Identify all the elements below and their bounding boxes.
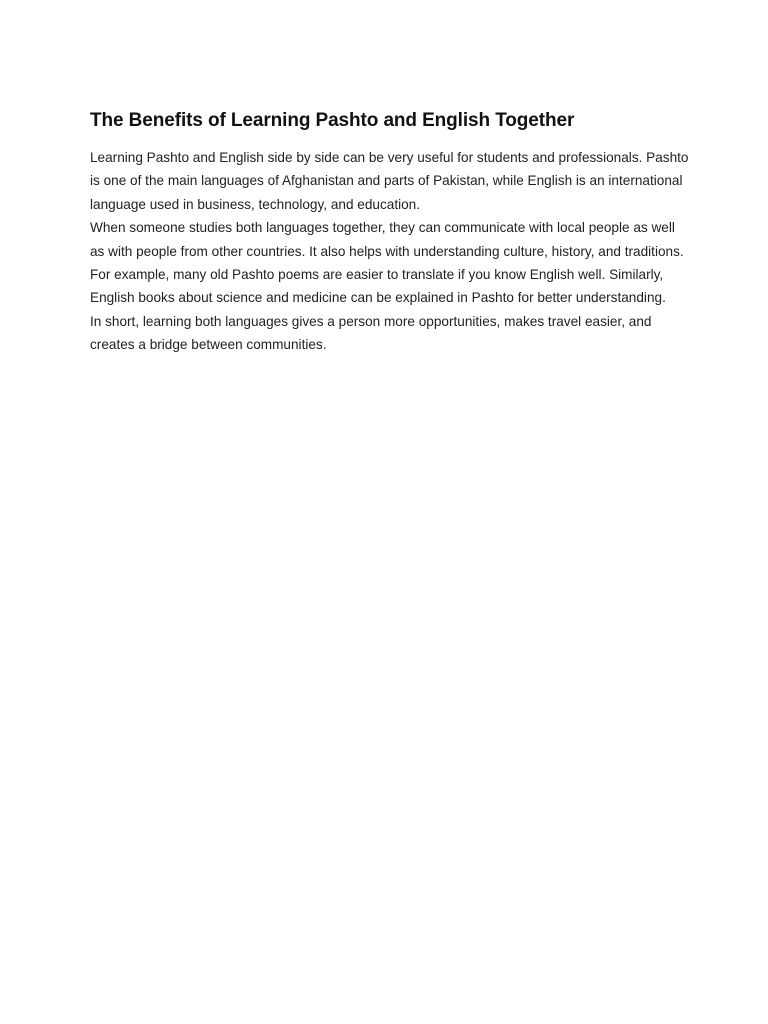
document-body (90, 108, 690, 357)
paragraph-intro: Learning Pashto and English side by side can be very useful for students and professionals. Pashto is one of the main languages of Afghanistan and parts of Pakistan, while English is an international language used in business, technology, and education. (90, 150, 689, 212)
paragraph-communication: When someone studies both languages together, they can communicate with local people as well as with people from other countries. It also helps with understanding culture, history, and traditions. For example, many old Pashto poems are easier to translate if you know English well. Similarly, English books about science and medicine can be explained in Pashto for better understanding. (90, 220, 684, 306)
document-title: The Benefits of Learning Pashto and English Together (90, 110, 575, 131)
paragraph-conclusion: In short, learning both languages gives a person more opportunities, makes travel easier, and creates a bridge between communities. (90, 313, 652, 353)
